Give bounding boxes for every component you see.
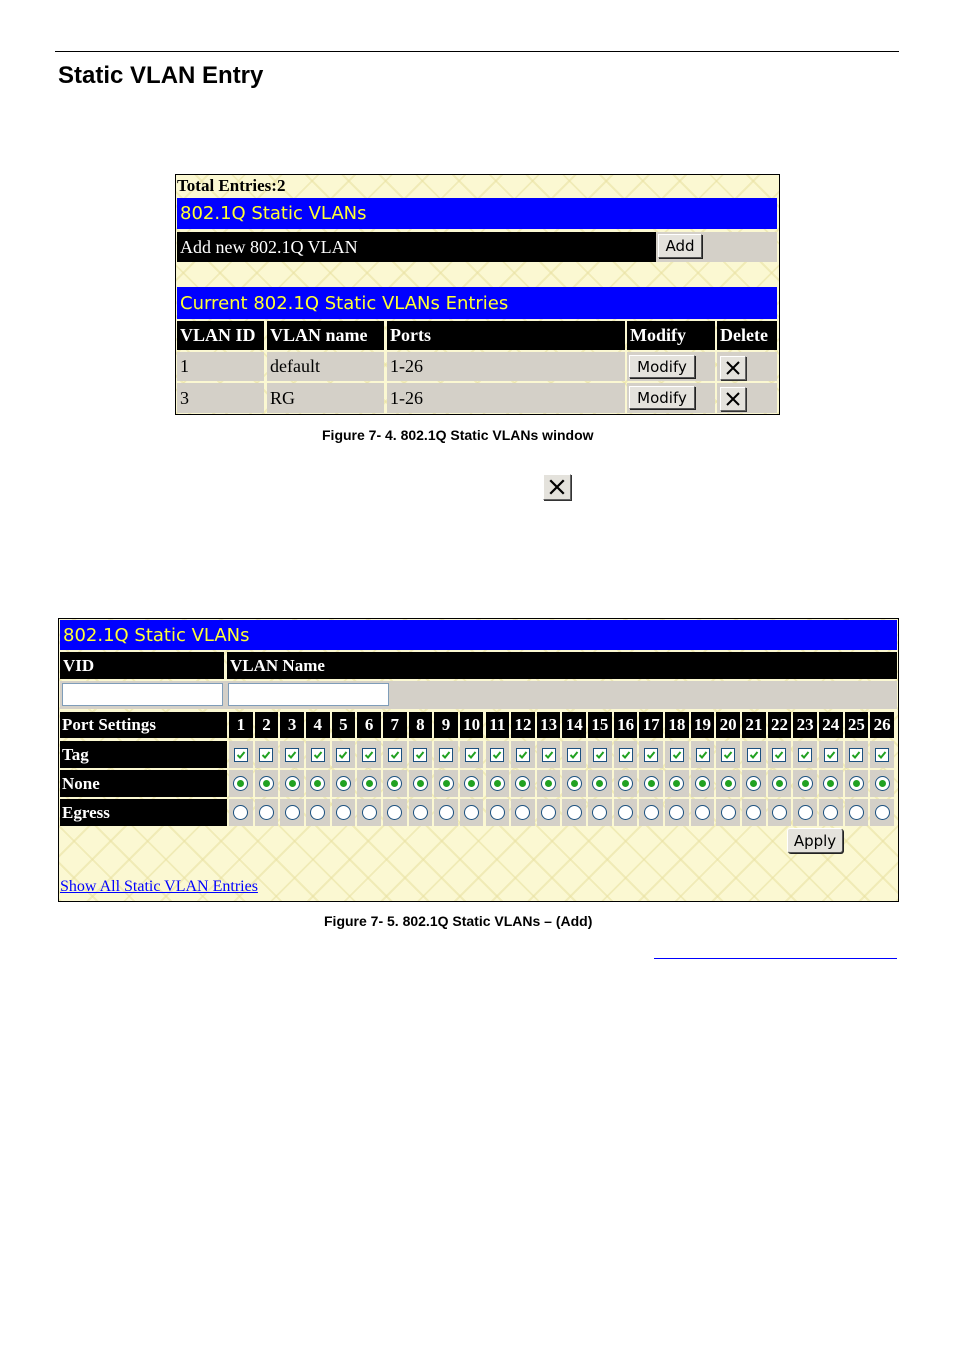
add-static-vlan-window (58, 618, 899, 902)
egress-radio-6[interactable] (362, 805, 377, 820)
port-header-12: 12 (511, 712, 535, 738)
row1-vlan-id: 1 (177, 352, 264, 381)
tag-checkbox-14[interactable] (567, 748, 581, 762)
port-header-4: 4 (306, 712, 330, 738)
static-vlans-window (175, 174, 780, 415)
tag-checkbox-9[interactable] (439, 748, 453, 762)
tag-checkbox-21[interactable] (747, 748, 761, 762)
row1-vlan-name: default (267, 352, 384, 381)
port-header-24: 24 (819, 712, 843, 738)
col-ports: Ports (387, 321, 625, 350)
port-header-5: 5 (332, 712, 356, 738)
none-radio-9[interactable] (439, 776, 454, 791)
egress-radio-5[interactable] (336, 805, 351, 820)
figure1-caption: Figure 7- 4. 802.1Q Static VLANs window (322, 427, 594, 443)
tag-checkbox-17[interactable] (644, 748, 658, 762)
none-radio-26[interactable] (875, 776, 890, 791)
figure2-caption: Figure 7- 5. 802.1Q Static VLANs – (Add) (324, 913, 593, 929)
none-label: None (60, 770, 227, 797)
none-radio-11[interactable] (490, 776, 505, 791)
port-header-25: 25 (845, 712, 869, 738)
total-entries: Total Entries:2 (177, 176, 286, 195)
top-rule (55, 51, 899, 52)
egress-radio-11[interactable] (490, 805, 505, 820)
tag-checkbox-13[interactable] (542, 748, 556, 762)
none-radio-2[interactable] (259, 776, 274, 791)
none-radio-14[interactable] (567, 776, 582, 791)
row1-modify-button[interactable]: Modify (629, 355, 695, 378)
current-entries-title: Current 802.1Q Static VLANs Entries (177, 287, 777, 319)
row2-vlan-id: 3 (177, 383, 264, 413)
none-radio-16[interactable] (618, 776, 633, 791)
tag-checkbox-3[interactable] (285, 748, 299, 762)
egress-radio-16[interactable] (618, 805, 633, 820)
add-section-title: 802.1Q Static VLANs (60, 620, 897, 650)
port-header-22: 22 (768, 712, 792, 738)
tag-checkbox-24[interactable] (824, 748, 838, 762)
port-header-7: 7 (383, 712, 407, 738)
port-header-2: 2 (255, 712, 279, 738)
port-header-8: 8 (409, 712, 433, 738)
port-header-11: 11 (486, 712, 510, 738)
port-header-1: 1 (229, 712, 253, 738)
egress-radio-20[interactable] (721, 805, 736, 820)
add-vlan-label: Add new 802.1Q VLAN (177, 232, 656, 262)
port-header-3: 3 (280, 712, 304, 738)
vlan-name-label: VLAN Name (227, 652, 897, 679)
none-radio-6[interactable] (362, 776, 377, 791)
port-header-23: 23 (793, 712, 817, 738)
none-radio-19[interactable] (695, 776, 710, 791)
none-radio-20[interactable] (721, 776, 736, 791)
vid-input[interactable] (62, 683, 223, 706)
port-header-16: 16 (614, 712, 638, 738)
none-radio-23[interactable] (798, 776, 813, 791)
row2-delete-icon[interactable] (720, 387, 746, 411)
link-underline-rule (654, 958, 897, 959)
tag-checkbox-15[interactable] (593, 748, 607, 762)
port-header-13: 13 (537, 712, 561, 738)
tag-checkbox-11[interactable] (490, 748, 504, 762)
egress-radio-22[interactable] (772, 805, 787, 820)
row2-vlan-name: RG (267, 383, 384, 413)
tag-checkbox-8[interactable] (413, 748, 427, 762)
tag-checkbox-19[interactable] (696, 748, 710, 762)
port-header-6: 6 (357, 712, 381, 738)
port-header-9: 9 (434, 712, 458, 738)
egress-radio-23[interactable] (798, 805, 813, 820)
port-header-18: 18 (665, 712, 689, 738)
none-radio-8[interactable] (413, 776, 428, 791)
tag-checkbox-25[interactable] (849, 748, 863, 762)
none-radio-17[interactable] (644, 776, 659, 791)
egress-radio-26[interactable] (875, 805, 890, 820)
egress-radio-17[interactable] (644, 805, 659, 820)
col-delete: Delete (717, 321, 777, 350)
tag-checkbox-18[interactable] (670, 748, 684, 762)
tag-checkbox-7[interactable] (388, 748, 402, 762)
row1-delete-icon[interactable] (720, 356, 746, 380)
show-all-link[interactable]: Show All Static VLAN Entries (60, 878, 258, 895)
egress-radio-19[interactable] (695, 805, 710, 820)
apply-button[interactable]: Apply (787, 828, 843, 853)
col-vlan-name: VLAN name (267, 321, 384, 350)
tag-checkbox-12[interactable] (516, 748, 530, 762)
egress-radio-14[interactable] (567, 805, 582, 820)
port-header-10: 10 (460, 712, 484, 738)
tag-checkbox-16[interactable] (619, 748, 633, 762)
port-header-21: 21 (742, 712, 766, 738)
port-header-26: 26 (870, 712, 894, 738)
egress-radio-8[interactable] (413, 805, 428, 820)
tag-checkbox-2[interactable] (259, 748, 273, 762)
none-radio-22[interactable] (772, 776, 787, 791)
tag-checkbox-26[interactable] (875, 748, 889, 762)
port-header-19: 19 (691, 712, 715, 738)
section-title: 802.1Q Static VLANs (177, 198, 777, 229)
egress-radio-2[interactable] (259, 805, 274, 820)
tag-label: Tag (60, 741, 227, 768)
egress-radio-25[interactable] (849, 805, 864, 820)
page-title: Static VLAN Entry (58, 62, 264, 89)
tag-checkbox-23[interactable] (798, 748, 812, 762)
egress-radio-3[interactable] (285, 805, 300, 820)
port-settings-label: Port Settings (60, 712, 227, 738)
col-vlan-id: VLAN ID (177, 321, 264, 350)
tag-checkbox-10[interactable] (465, 748, 479, 762)
port-header-17: 17 (639, 712, 663, 738)
tag-checkbox-6[interactable] (362, 748, 376, 762)
port-header-14: 14 (562, 712, 586, 738)
egress-label: Egress (60, 799, 227, 826)
tag-checkbox-20[interactable] (721, 748, 735, 762)
row1-ports: 1-26 (387, 352, 625, 381)
tag-checkbox-1[interactable] (234, 748, 248, 762)
none-radio-3[interactable] (285, 776, 300, 791)
vlan-name-input[interactable] (228, 683, 389, 706)
port-header-15: 15 (588, 712, 612, 738)
none-radio-25[interactable] (849, 776, 864, 791)
tag-checkbox-22[interactable] (772, 748, 786, 762)
add-button[interactable]: Add (658, 234, 702, 258)
col-modify: Modify (627, 321, 715, 350)
port-header-20: 20 (716, 712, 740, 738)
vid-label: VID (60, 652, 224, 679)
row2-ports: 1-26 (387, 383, 625, 413)
egress-radio-9[interactable] (439, 805, 454, 820)
delete-x-icon (543, 474, 571, 500)
tag-checkbox-5[interactable] (336, 748, 350, 762)
tag-checkbox-4[interactable] (311, 748, 325, 762)
row2-modify-button[interactable]: Modify (629, 386, 695, 409)
none-radio-5[interactable] (336, 776, 351, 791)
